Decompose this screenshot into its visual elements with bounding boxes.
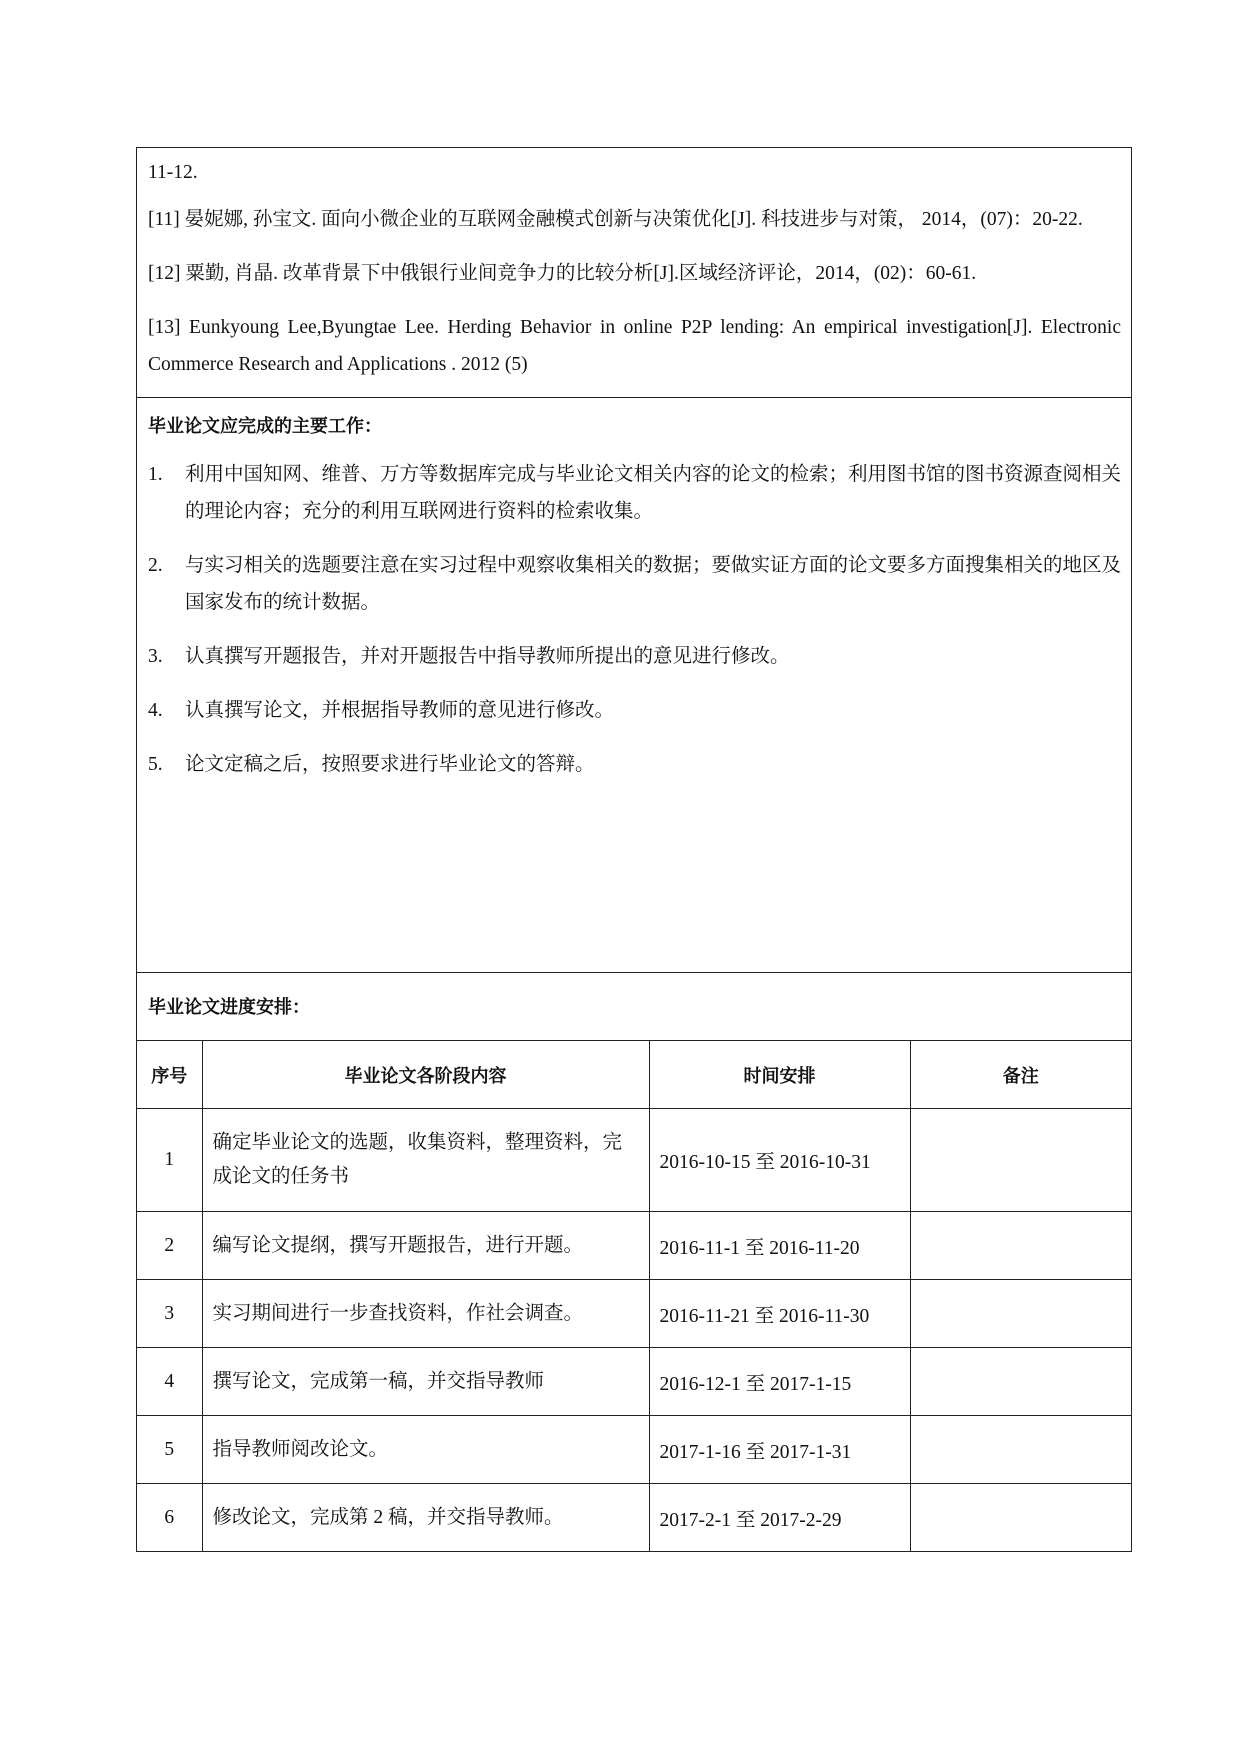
schedule-table bbox=[137, 1041, 1131, 1551]
header-note: 备注 bbox=[910, 1041, 1131, 1109]
reference-item-13: [13] Eunkyoung Lee,Byungtae Lee. Herding Behavior in online P2P lending: An empirical investigation[J]. Electronic Commerce Research and Applications . 2012 (5) bbox=[148, 317, 1121, 375]
task-number: 2. bbox=[148, 555, 163, 576]
row-note bbox=[910, 1348, 1131, 1416]
row-time: 2017-2-1 至 2017-2-29 bbox=[649, 1484, 910, 1552]
task-number: 4. bbox=[148, 700, 163, 721]
task-text: 利用中国知网、维普、万方等数据库完成与毕业论文相关内容的论文的检索；利用图书馆的图书资源查阅相关的理论内容；充分的利用互联网进行资料的检索收集。 bbox=[185, 464, 1122, 522]
row-num: 4 bbox=[137, 1348, 202, 1416]
reference-continuation: 11-12. bbox=[148, 162, 198, 183]
row-content: 确定毕业论文的选题，收集资料，整理资料，完成论文的任务书 bbox=[202, 1109, 649, 1212]
row-num: 3 bbox=[137, 1280, 202, 1348]
row-content: 实习期间进行一步查找资料，作社会调查。 bbox=[202, 1280, 649, 1348]
task-text: 与实习相关的选题要注意在实习过程中观察收集相关的数据；要做实证方面的论文要多方面搜集相关的地区及国家发布的统计数据。 bbox=[185, 555, 1122, 613]
row-content: 编写论文提纲，撰写开题报告，进行开题。 bbox=[202, 1212, 649, 1280]
main-work-title: 毕业论文应完成的主要工作： bbox=[148, 416, 382, 437]
row-content: 修改论文，完成第 2 稿，并交指导教师。 bbox=[202, 1484, 649, 1552]
row-content: 指导教师阅改论文。 bbox=[202, 1416, 649, 1484]
task-item bbox=[148, 692, 1121, 729]
row-note bbox=[910, 1484, 1131, 1552]
table-row bbox=[137, 1416, 1131, 1484]
header-num: 序号 bbox=[137, 1041, 202, 1109]
header-content: 毕业论文各阶段内容 bbox=[202, 1041, 649, 1109]
row-num: 5 bbox=[137, 1416, 202, 1484]
table-row bbox=[137, 1109, 1131, 1212]
row-note bbox=[910, 1109, 1131, 1212]
row-time: 2016-11-1 至 2016-11-20 bbox=[649, 1212, 910, 1280]
row-num: 1 bbox=[137, 1109, 202, 1212]
task-number: 1. bbox=[148, 464, 163, 485]
task-item bbox=[148, 746, 1121, 783]
task-item bbox=[148, 547, 1121, 621]
row-time: 2016-11-21 至 2016-11-30 bbox=[649, 1280, 910, 1348]
row-time: 2016-12-1 至 2017-1-15 bbox=[649, 1348, 910, 1416]
table-row bbox=[137, 1212, 1131, 1280]
row-note bbox=[910, 1212, 1131, 1280]
table-row bbox=[137, 1280, 1131, 1348]
row-num: 2 bbox=[137, 1212, 202, 1280]
task-text: 论文定稿之后，按照要求进行毕业论文的答辩。 bbox=[185, 754, 595, 775]
task-number: 3. bbox=[148, 646, 163, 667]
reference-item-12: [12] 粟勤, 肖晶. 改革背景下中俄银行业间竞争力的比较分析[J].区域经济评论，2014，(02)：60-61. bbox=[148, 263, 977, 284]
table-row bbox=[137, 1348, 1131, 1416]
table-row bbox=[137, 1484, 1131, 1552]
row-time: 2017-1-16 至 2017-1-31 bbox=[649, 1416, 910, 1484]
task-text: 认真撰写论文，并根据指导教师的意见进行修改。 bbox=[185, 700, 615, 721]
main-work-section bbox=[137, 398, 1131, 973]
schedule-title: 毕业论文进度安排： bbox=[137, 973, 1131, 1041]
references-section bbox=[137, 148, 1131, 398]
task-item bbox=[148, 456, 1121, 530]
task-text: 认真撰写开题报告，并对开题报告中指导教师所提出的意见进行修改。 bbox=[185, 646, 790, 667]
row-note bbox=[910, 1280, 1131, 1348]
row-num: 6 bbox=[137, 1484, 202, 1552]
row-content: 撰写论文，完成第一稿，并交指导教师 bbox=[202, 1348, 649, 1416]
header-time: 时间安排 bbox=[649, 1041, 910, 1109]
row-note bbox=[910, 1416, 1131, 1484]
task-number: 5. bbox=[148, 754, 163, 775]
document-frame bbox=[136, 147, 1132, 1552]
task-item bbox=[148, 638, 1121, 675]
schedule-header-row bbox=[137, 1041, 1131, 1109]
reference-item-11: [11] 晏妮娜, 孙宝文. 面向小微企业的互联网金融模式创新与决策优化[J]. 科技进步与对策， 2014，(07)：20-22. bbox=[148, 209, 1083, 230]
row-time: 2016-10-15 至 2016-10-31 bbox=[649, 1109, 910, 1212]
